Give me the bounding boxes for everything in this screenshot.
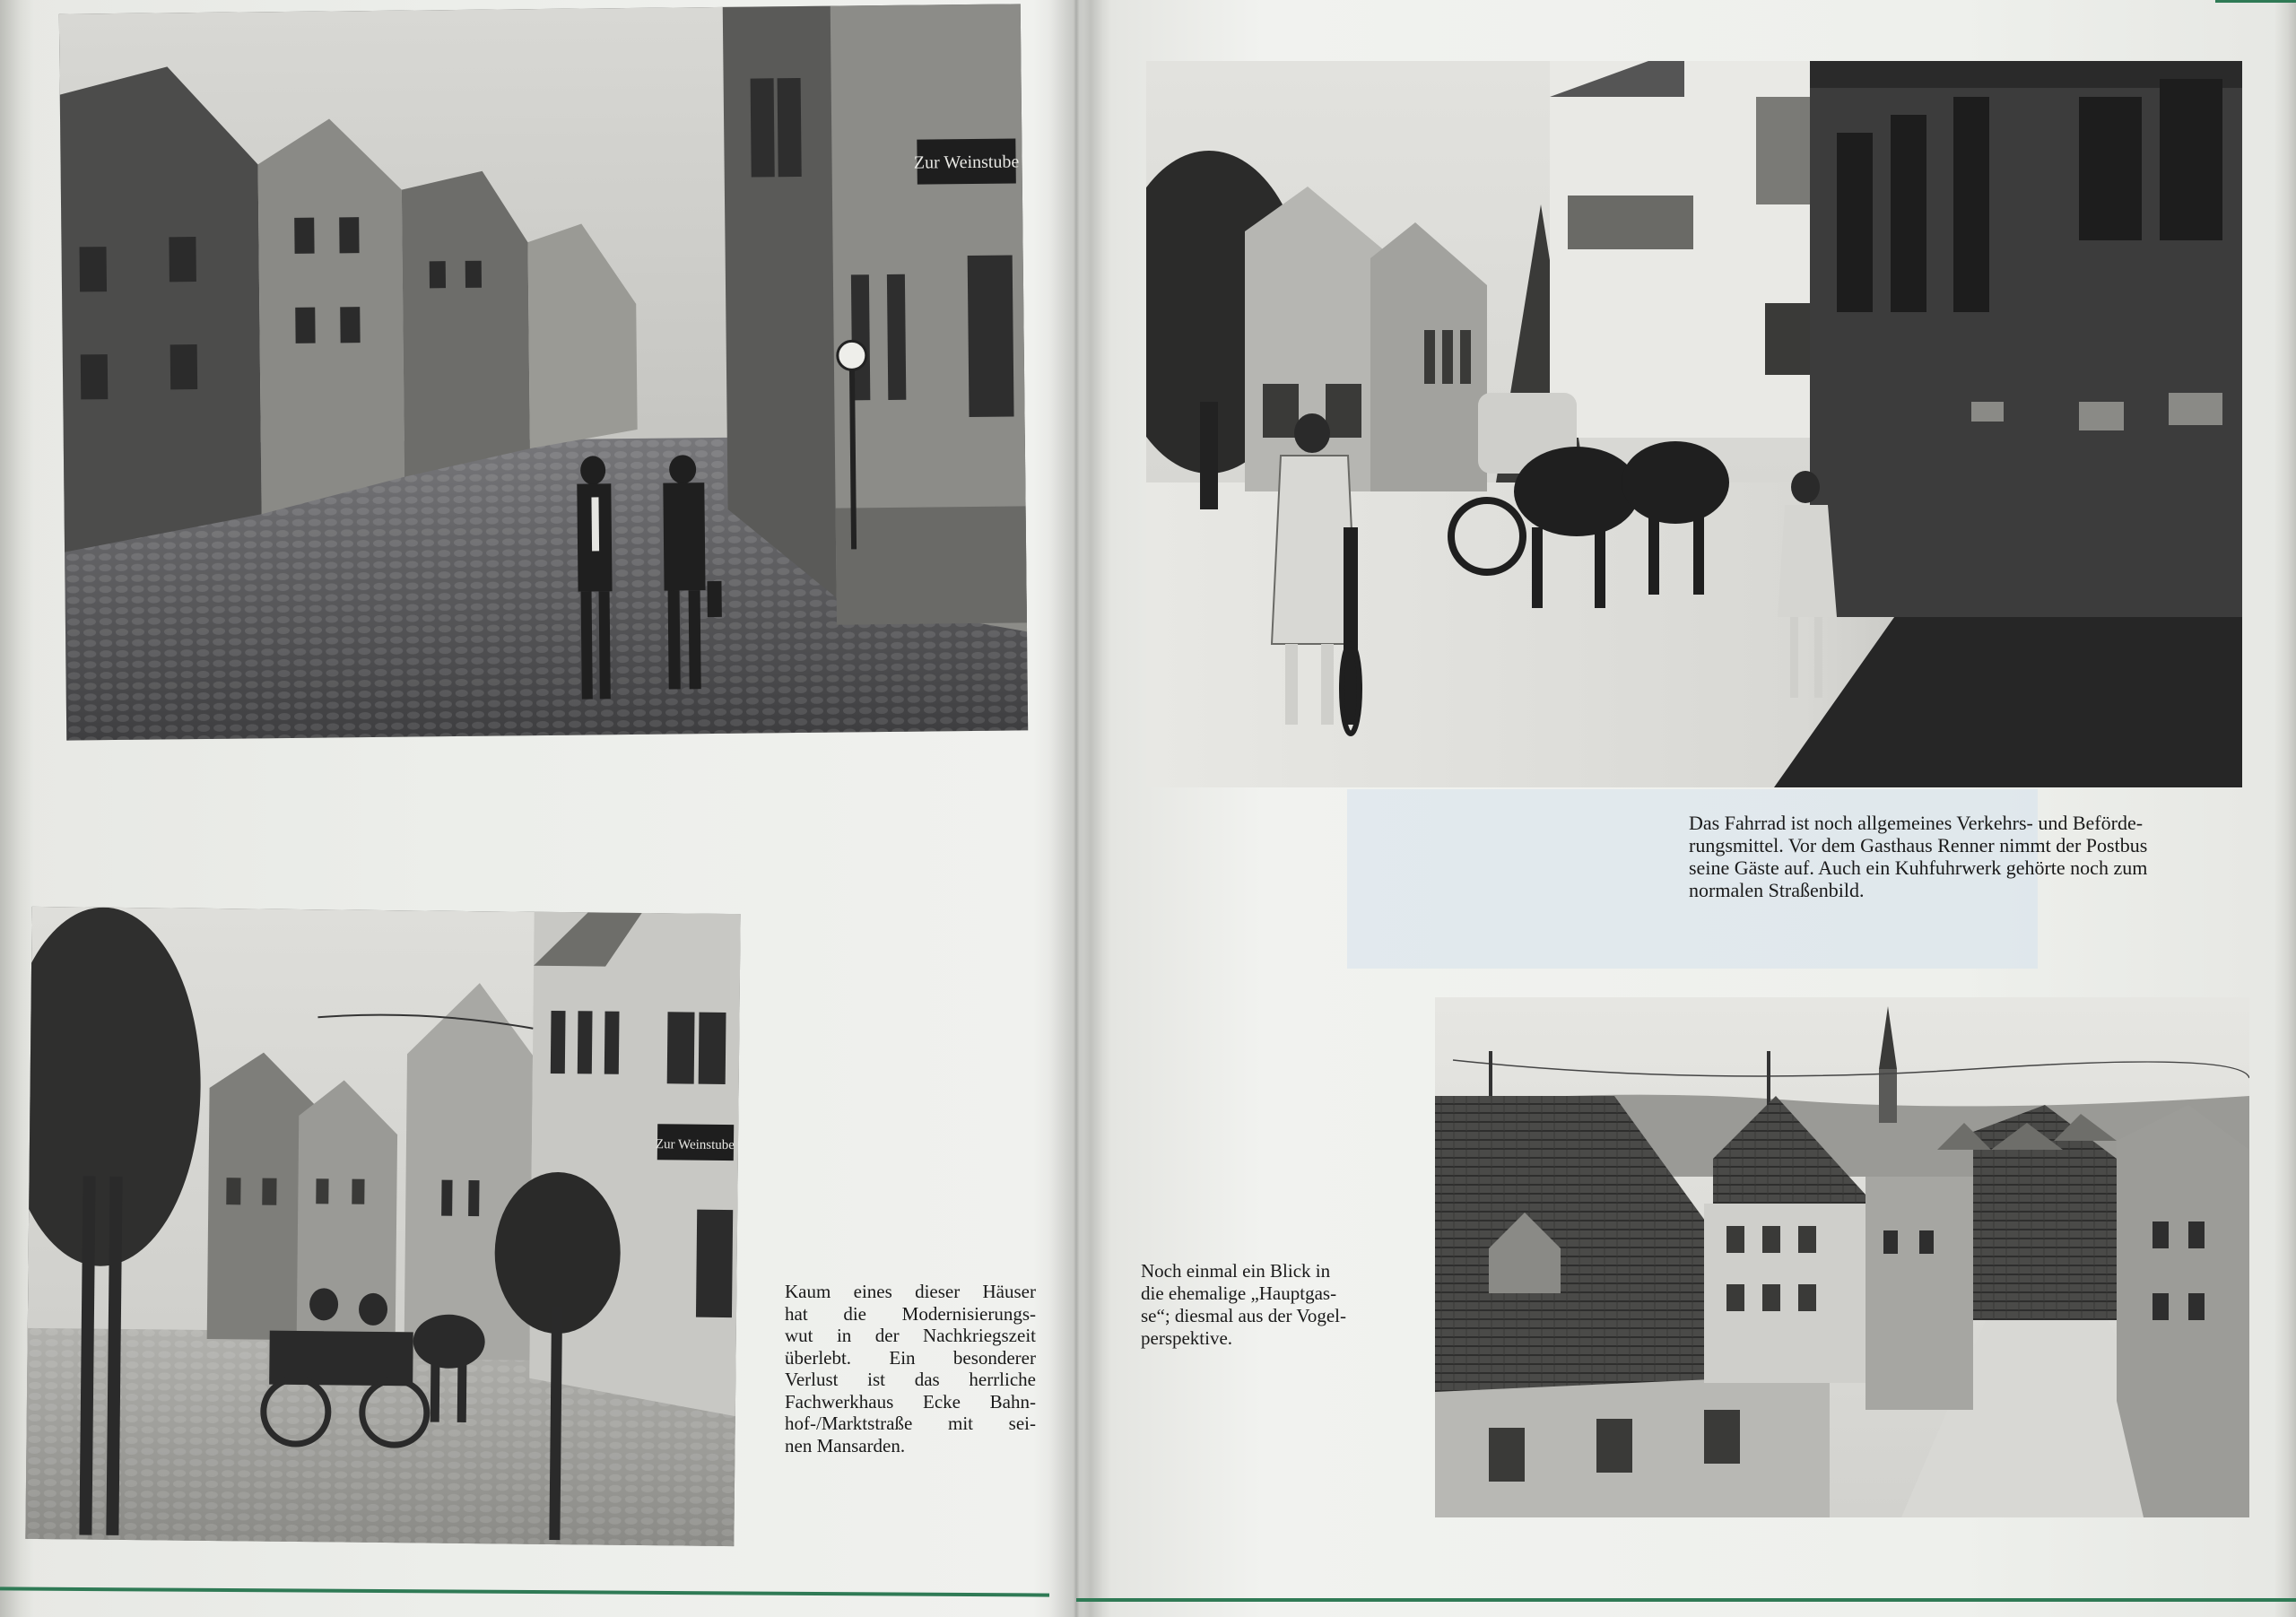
caption-line: hof-/Marktstraße mit sei- — [785, 1413, 1036, 1434]
photo-street-horse-cart-image — [25, 907, 740, 1546]
right-page-bottom-rule — [1076, 1598, 2296, 1602]
caption-line: rungsmittel. Vor dem Gasthaus Renner nimmt der Postbus — [1689, 834, 2148, 856]
caption-line: Fachwerkhaus Ecke Bahn- — [785, 1390, 1036, 1413]
caption-line: Verlust ist das herrliche — [785, 1369, 1036, 1390]
weinstube-sign-text: Zur Weinstube — [913, 152, 1020, 173]
caption-line: perspektive. — [1141, 1327, 1233, 1349]
photo-street-men-walking-image — [59, 4, 1028, 740]
caption-line: seine Gäste auf. Auch ein Kuhfuhrwerk gehörte noch zum — [1689, 856, 2148, 879]
photo-street-horse-cart — [25, 907, 740, 1546]
caption-line: hat die Modernisierungs- — [785, 1302, 1036, 1325]
caption-line: wut in der Nachkriegszeit — [785, 1325, 1036, 1346]
weinstube-sign-text: Zur Weinstube — [655, 1137, 735, 1153]
caption-line: die ehemalige „Hauptgas- — [1141, 1282, 1337, 1304]
photo-bicycle-cow-cart-image — [1146, 61, 2242, 787]
left-page-bottom-rule — [0, 1587, 1049, 1596]
caption-line: nen Mansarden. — [785, 1434, 906, 1456]
caption-line: se“; diesmal aus der Vogel- — [1141, 1305, 1347, 1326]
photo-aerial-hauptgasse-image — [1435, 997, 2249, 1517]
caption-bicycle-photo — [1689, 812, 2249, 901]
right-page-edge — [2274, 0, 2296, 1617]
caption-aerial-photo — [1141, 1260, 1410, 1350]
caption-line: Kaum eines dieser Häuser — [785, 1281, 1036, 1302]
caption-line: Noch einmal ein Blick in — [1141, 1260, 1331, 1282]
book-gutter — [1049, 0, 1103, 1617]
photo-street-men-walking — [59, 4, 1028, 740]
caption-horse-cart-photo — [785, 1281, 1036, 1456]
photo-aerial-hauptgasse — [1435, 997, 2249, 1517]
caption-line: überlebt. Ein besonderer — [785, 1346, 1036, 1369]
caption-line: normalen Straßenbild. — [1689, 879, 1865, 901]
top-corner-rule — [2215, 0, 2296, 3]
caption-line: Das Fahrrad ist noch allgemeines Verkehrs- und Beförde- — [1689, 812, 2144, 834]
photo-bicycle-cow-cart — [1146, 61, 2242, 787]
